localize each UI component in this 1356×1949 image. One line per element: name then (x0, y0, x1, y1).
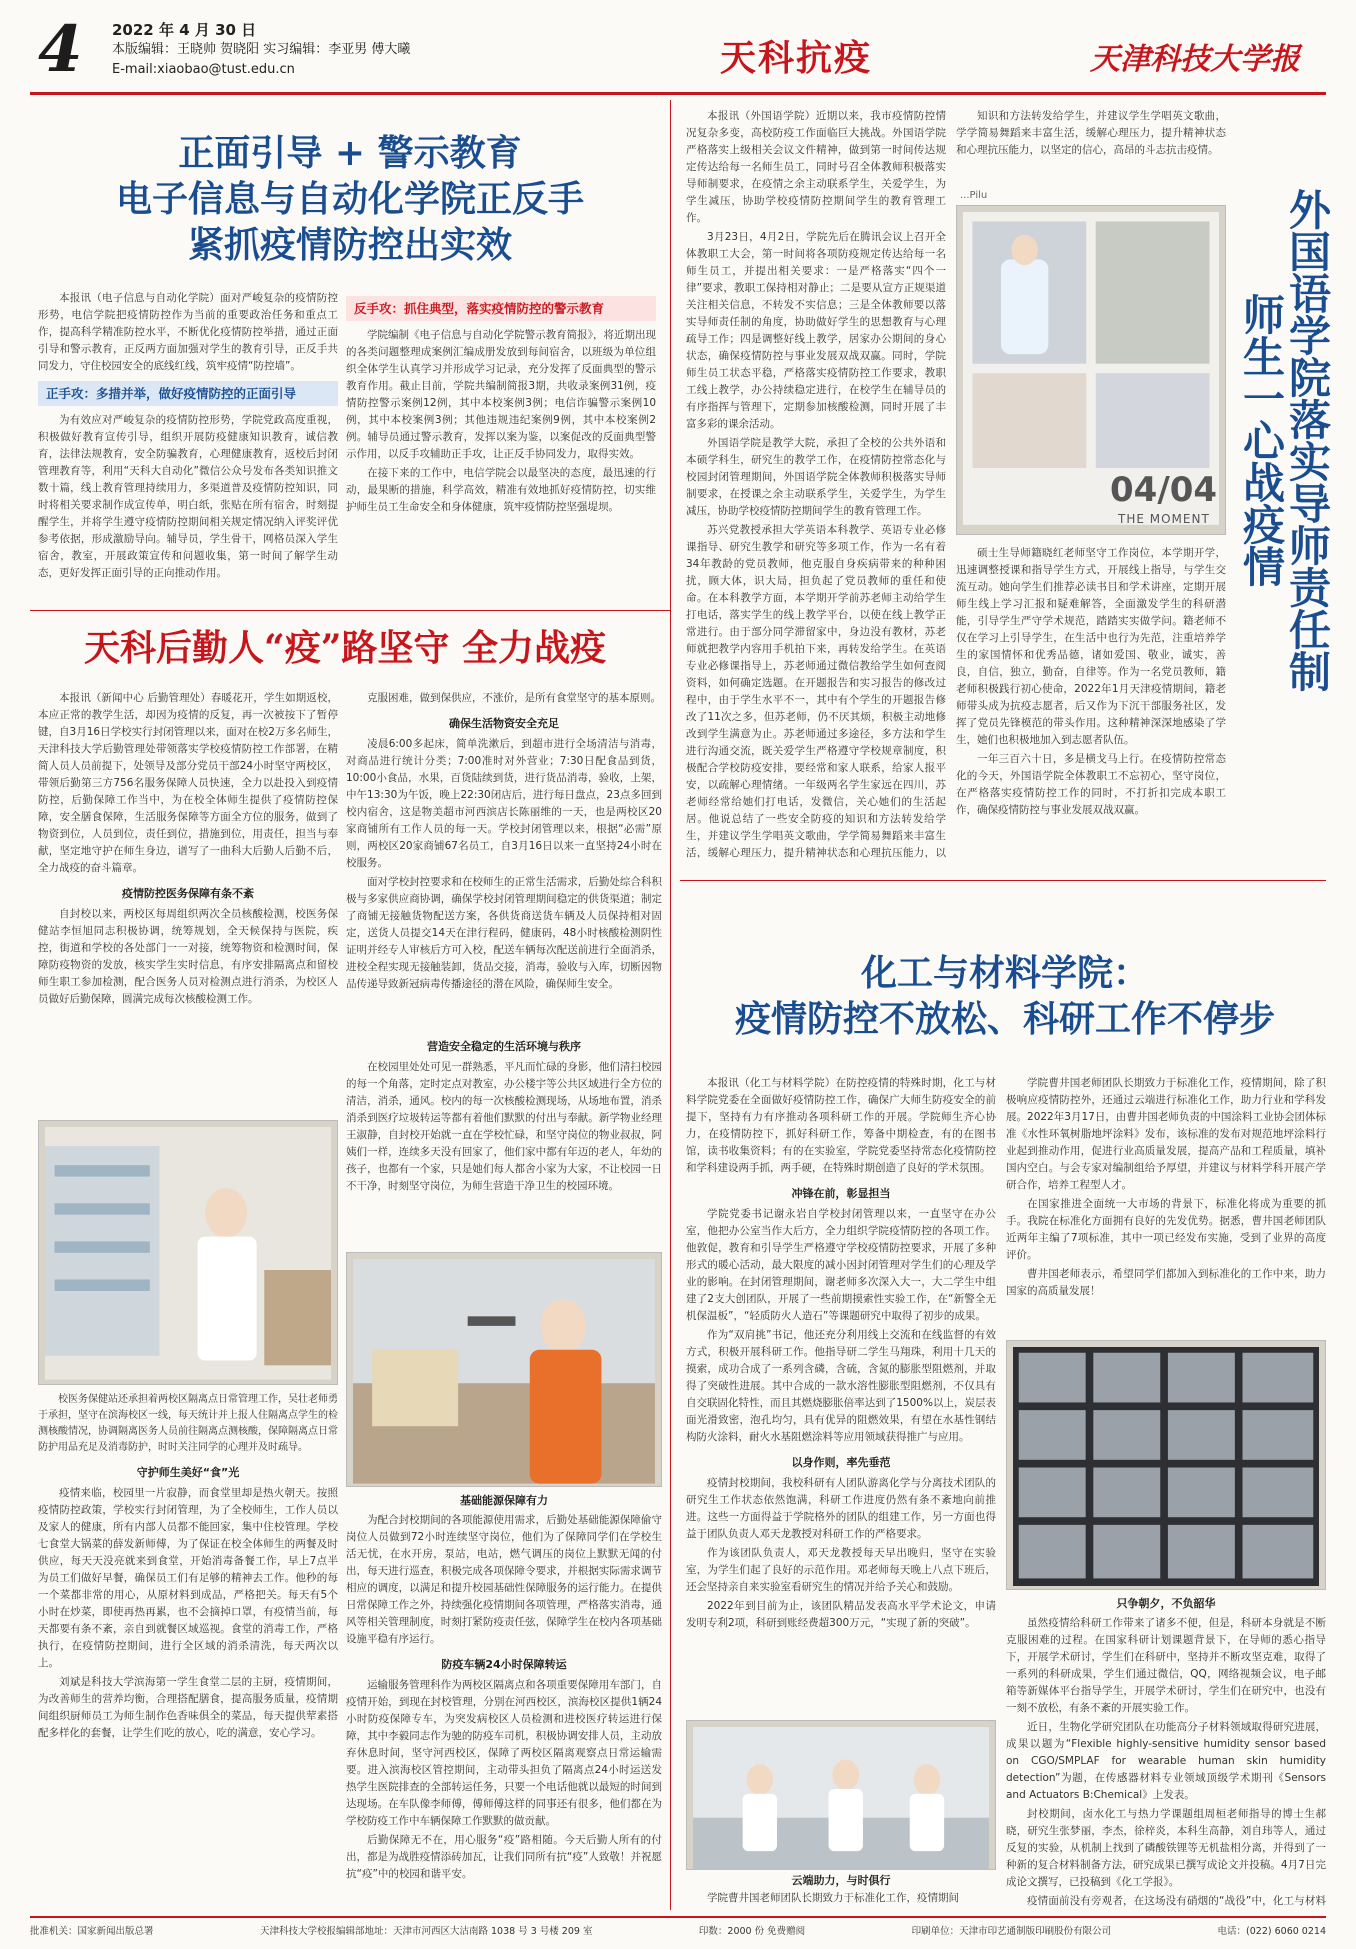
article4-col2b (1006, 1615, 1326, 1910)
article4-body5: 2022年到目前为止，该团队精品发表高水平学术论文，申请发明专利2项，科研到账经费超300万元，“实现了新的突破”。 (686, 1600, 996, 1629)
photo-lab-illustration (693, 1727, 989, 1870)
article3-body1: 3月23日，4月2日，学院先后在腾讯会议上召开全体教职工大会，第一时间将各项防疫规定传达给每一名师生员工，并提出相关要求：一是严格落实“四个一律”要求，教职工保持相对静止；二是要从宣方正规渠道关注相关信息，不转发不实信息；三是全体教师要以落实导师责任制的角度，协助做好学生的思想教育与心理疏导工作；四是调整好线上教学，居家办公期间的身心状态，确保疫情防控与事业发展双战双赢。同时，学院师生员工状态平稳，严格落实疫情防控工作要求，教职工线上教学，办公持续稳定进行，在校学生在辅导员的有序指挥与管理下，定期参加核酸检测，同时开展了丰富多彩的课余活动。 (686, 231, 946, 430)
article3-title: 外国语学院落实导师责任制 师生一心战疫情 (1237, 188, 1332, 692)
photo-moment-label: ...Pilu (960, 190, 988, 201)
photo-worker-caption: 基础能源保障有力 (460, 1494, 548, 1507)
article4-body8: 曹井国老师表示，希望同学们都加入到标准化的工作中来，助力国家的高质量发展！ (1006, 1268, 1326, 1297)
article2-h-d: 营造安全稳定的生活环境与秩序 (427, 1040, 581, 1053)
article2-body-b: 疫情来临，校园里一片寂静，而食堂里却是热火朝天。按照疫情防控政策，学校实行封闭管理，为了全校师生，工作人员以及家人的健康，所有内部人员都不能回家，集中住校管理。学校七食堂大锅菜的薛发新师傅，为了保证在校全体师生的两餐及时供应，每天天没亮就来到食堂，开始消毒备餐工作，早上7点半为员工们做好早餐，确保员工们有足够的精神去工作。他秒的每一个菜都非常的用心，从原材料到成品，严格把关。每天有5个小时在炒菜，即使再热再累，也不会摘掉口罩，有疫情当前，每天都要有条不紊，亲自到就餐区域巡视。食堂的消毒工作，严格执行，在疫情防控期间，进行全区域的消杀清洗，每天两次以上。 (38, 1487, 338, 1669)
article2-col2c (346, 1512, 662, 1907)
photo-lab-caption: 云端助力，与时俱行 (791, 1874, 891, 1887)
photo-worker (346, 1252, 662, 1487)
article1-body2: 学院编制《电子信息与自动化学院警示教育简报》，将近期出现的各类问题整理成案例汇编成册发放到每间宿舍，以班级为单位组织全体学生认真学习并形成学习记录，充分发挥了反面典型的警示教育作用。截止目前，学院共编制简报3期，共收录案例31例，疫情防控警示案例12例，其中本校案例3例；电信诈骗警示案例10例，其中本校案例3例；其他违规违纪案例9例，其中本校案例2例。辅导员通过警示教育，发挥以案为鉴，以案促改的反面典型警示作用，以反手攻辅助正手攻，让正反手协同发力，取得实效。 (346, 329, 656, 460)
article4-title-line: 化工与材料学院： (860, 952, 1149, 994)
footer-approval: 批准机关：国家新闻出版总署 (30, 1926, 154, 1937)
photo-doctor (38, 1120, 338, 1385)
article1-title-line: 正面引导 + 警示教育 (178, 132, 522, 174)
newspaper-brand: 天津科技大学报 (1090, 42, 1300, 77)
article2-body-c: 刘斌是科技大学滨海第一学生食堂二层的主厨，疫情期间，为改善师生的营养均衡，合理搭配膳食，提高服务质量，疫情期间组织厨师员工为师生制作色香味俱全的菜品，每天提供荤素搭配多样化的套餐，让学生们吃的放心，吃的满意，安心学习。 (38, 1676, 338, 1739)
divider (30, 610, 670, 611)
article3-col1 (686, 108, 946, 858)
footer-address: 天津科技大学校报编辑部地址：天津市河西区大沽南路 1038 号 3 号楼 209 室 (259, 1926, 593, 1937)
article4-col1 (686, 1075, 996, 1715)
article1-intro: 本报讯（电子信息与自动化学院）面对严峻复杂的疫情防控形势，电信学院把疫情防控作为当前的重要政治任务和重点工作，提高科学精准防控水平，不断优化疫情防控举措，通过正面引导和警示教育，正反两方面加强对学生的教育引导，正反手共同发力，守住校园安全的底线红线，筑牢疫情“防控墙”。 (38, 292, 338, 372)
article4-body7: 在国家推进全面统一大市场的背景下，标准化将成为重要的抓手。我院在标准化方面拥有良好的先发优势。据悉，曹井国老师团队近两年主编了7项标准，其中一项已经发布实施，受到了业界的高度评价。 (1006, 1198, 1326, 1261)
article3-intro: 本报讯（外国语学院）近期以来，我市疫情防控情况复杂多变，高校防疫工作面临巨大挑战。外国语学院严格落实上级相关会议文件精神，做到第一时间传达规定传达给每一名师生员工，同时号召全体教师积极落实导师制要求，在疫情之余主动联系学生，关爱学生，为学生减压，协助学校疫情防控期间学生的教育管理工作。 (686, 110, 946, 224)
article4-h3: 只争朝夕，不负韶华 (1116, 1597, 1216, 1610)
article1-body3: 在接下来的工作中，电信学院会以最坚决的态度，最迅速的行动，最果断的措施，科学高效，精准有效地抓好疫情防控，切实维护师生员工生命安全和身体健康，筑牢疫情防控坚强堤坝。 (346, 467, 656, 513)
article1-col2 (346, 290, 656, 600)
issue-date: 2022 年 4 月 30 日 (112, 21, 257, 39)
article3-body4: 硕士生导师籍晓红老师坚守工作岗位，本学期开学，迅速调整授课和指导学生方式，开展线上指导，与学生交流互动。她向学生们推荐必读书目和学术讲座，定期开展师生线上学习汇报和疑难解答，全面激发学生的科研潜能，引导学生严守学术规范，踏踏实实做学问。籍老师不仅在学习上引导学生，在生活中也行为先范，注重培养学生的家国情怀和优秀品德，诸如爱国、敬业，诚实，善良，自信，独立，勤奋，自律等。作为一名党员教师，籍老师积极践行初心使命，2022年1月天津疫情期间，籍老师带头成为抗疫志愿者，后又作为下沉干部服务社区，发挥了党员先锋模范的带头作用。这种精神深深地感染了学生，她们也积极地加入到志愿者队伍。 (956, 547, 1226, 746)
article2-h-a: 疫情防控医务保障有条不紊 (122, 887, 254, 900)
divider (680, 880, 1326, 881)
footer-phone: 电话：(022) 6060 0214 (1217, 1926, 1326, 1937)
article1-title-line: 电子信息与自动化学院正反手 (115, 178, 584, 220)
article2-body-f: 在校园里处处可见一群熟悉，平凡而忙碌的身影，他们清扫校园的每一个角落，定时定点对教室，办公楼宇等公共区域进行全方位的清洁，消杀，通风。校内的每一次核酸检测现场，从场地布置，消杀消杀到医疗垃圾转运等都有着他们默默的付出与奉献。新学物业经理王淑静，自封校开始就一直在学校忙碌，和坚守岗位的物业叔叔，阿姨们一样，连续多天没有回家了，他们家中都有年迈的老人，年幼的孩子，也都有一个家，只是她们每人都舍小家为大家，不让校园一日不干净，时刻坚守岗位，为师生营造干净卫生的校园环境。 (346, 1061, 662, 1192)
photo-moment-caption: THE MOMENT (1118, 512, 1210, 526)
photo-moment-date: 04/04 (1110, 470, 1218, 510)
article4-body2: 作为“双肩挑”书记，他还充分利用线上交流和在线监督的有效方式，积极开展科研工作。他指导研二学生马翔珠，利用十几天的摸索，成功合成了一系列含磷，含硫，含氮的膨胀型阻燃剂，并取得了突破性进展。其中合成的一款水溶性膨胀型阻燃剂，不仅具有自交联固化特性，而且其燃烧膨胀倍率达到了1500%以上，炭层表面光滑致密，泡孔均匀，具有优异的阻燃效果，有望在水基性钢结构防火涂料，耐火水基阻燃涂料等应用领域获得推广与应用。 (686, 1329, 996, 1443)
article4-body10: 近日，生物化学研究团队在功能高分子材料领域取得研究进展，成果以题为“Flexible highly-sensitive humidity sensor based on CGO/SMPLAF for wearable human skin humidity detection”为题，在传感器材料专业领域顶级学术期刊《Sensors and Actuators B:Chemical》上发表。 (1006, 1721, 1326, 1801)
column-divider (670, 100, 671, 1910)
article2-body-h: 运输服务管理科作为两校区隔离点和各项重要保障用车部门，自疫情开始，到现在封校管理，分别在河西校区，滨海校区提供1辆24小时防疫保障专车，为突发病校区人员检测和进校医疗转运进行保障，其中李毅同志作为驰的防疫车司机，积极协调安排人员，主动放弃休息时间，坚守河西校区，保障了两校区隔离观察点日常运输需要。进入滨海校区管控期间，主动带头担负了隔离点24小时运送发热学生医院排查的全部转运任务，只要一个电话他就以最短的时间到达现场。在车队像李师傅，傅师傅这样的同事还有很多，他们都在为学校防疫工作中车辆保障工作默默的做贡献。 (346, 1679, 662, 1827)
article4-body6: 学院曹井国老师团队长期致力于标准化工作，疫情期间，除了积极响应疫情防控外，还通过云端进行标准化工作，助力行业和学科发展。2022年3月17日，由曹井国老师负责的中国涂料工业协会团体标准《水性环氧树脂地坪涂料》发布，该标准的发布对规范地坪涂料行业起到推动作用，促进行业高质量发展，提高产品和工程质量，填补国内空白。与会专家对编制组给予厚望，并建议与材料学科开展产学研合作，培养工程型人才。 (1006, 1077, 1326, 1191)
editors: 本版编辑：王晓帅 贺晓阳 实习编辑：李亚男 傅大曦 (112, 42, 411, 57)
photo-doctor-illustration (45, 1127, 331, 1380)
article2-title: 天科后勤人“疫”路坚守 全力战疫 (84, 627, 606, 669)
article4-body12: 疫情面前没有旁观者，在这场没有硝烟的“战役”中，化工与材料 (1027, 1895, 1326, 1907)
article1-title (40, 130, 660, 268)
article4-h1: 冲锋在前，彰显担当 (791, 1187, 891, 1200)
masthead-info (112, 20, 410, 80)
footer-print: 印数：2000 份 免费赠阅 (698, 1926, 806, 1937)
article2-body-a: 自封校以来，两校区每周组织两次全员核酸检测，校医务保健站李恒旭同志积极协调，统筹规划，全天候保持与医院，疾控，街道和学校的各处部门一一对接，统筹物资和检测时间，保障防疫物资的发放，核实学生实时信息，有序安排隔离点和留校师生职工参加检测，配合医务人员对检测点进行消杀，为校区人员做好后勤保障，圆满完成每次核酸检测工作。 (38, 908, 338, 1005)
article1-title-line: 紧抓疫情防控出实效 (187, 224, 512, 266)
page-number: 4 (38, 12, 83, 87)
article2-col2-top: 克服困难，做到保供应，不涨价，是所有食堂坚守的基本原则。 (367, 692, 661, 704)
article4-body11: 封校期间，卤水化工与热力学课题组周桓老师指导的博士生郝晓，研究生张梦丽，李杰，徐梓炎，本科生高静，刘自玮等人，通过反复的实验，从机制上找到了磷酸铁锂等无机盐相分离，并得到了一种新的复合材料制备方法，研究成果已撰写成论文并投稿。4月7日完成论文撰写，已投稿到《化工学报》。 (1006, 1808, 1326, 1888)
article2-body-e: 面对学校封控要求和在校师生的正常生活需求，后勤处综合科积极与多家供应商协调，确保学校封闭管理期间稳定的供货渠道；制定了商铺无接触货物配送方案，各供货商送货车辆及人员保持相对固定，送货人员提交14天在津行程码，健康码，48小时核酸检测阴性证明并经专人审核后方可入校，配送车辆每次配送前进行全面消杀，进校全程实现无接触装卸，货品交接，消毒，验收与入库，切断因物品传递导致新冠病毒传播途径的潜在风险，确保师生安全。 (346, 876, 662, 990)
article3-col2-top (956, 108, 1226, 208)
article2-col1b (38, 1392, 338, 1904)
article4-body1: 学院党委书记谢永岩自学校封闭管理以来，一直坚守在办公室，他把办公室当作大后方，全力组织学院疫情防控的各项工作。他敦促，教育和引导学生严格遵守学校疫情防控要求，开展了多种形式的暖心活动，最大限度的减小因封闭管理对学生们的心理及学业的影响。在封闭管理期间，谢老师多次深入大一，大二学生中组建了2支大创团队，开展了一些前期摸索性实验工作，在“新警全无机保温板”，“轻质防火人造石”等课题研究中取得了初步的成果。 (686, 1208, 996, 1322)
photo-worker-illustration (353, 1259, 655, 1484)
email[interactable]: E-mail:xiaobao@tust.edu.cn (112, 62, 295, 77)
article4-col2 (1006, 1075, 1326, 1335)
footer-printer: 印刷单位：天津市印艺通制版印刷股份有限公司 (911, 1926, 1112, 1937)
article4-title-line: 疫情防控不放松、科研工作不停步 (734, 998, 1275, 1040)
article3-col2 (956, 545, 1226, 870)
article2-h-e: 防疫车辆24小时保障转运 (441, 1658, 567, 1671)
article2-col2 (346, 690, 662, 1025)
photo-video-meeting-illustration (1013, 1347, 1319, 1586)
article4-intro: 本报讯（化工与材料学院）在防控疫情的特殊时期，化工与材料学院党委在全面做好疫情防控工作，确保广大师生防疫安全的前提下，坚持有力有序推动各项科研工作的开展。学院师生齐心协力，在疫情防控下，抓好科研工作，筹备中期检查，有的在图书馆，读书收集资料；有的在实验室，学院党委坚持常态化疫情防控和学科建设两手抓，两手硬，在特殊时期创造了良好的学术氛围。 (686, 1077, 996, 1174)
article4-h2: 以身作则，率先垂范 (791, 1456, 891, 1469)
photo-video-meeting (1006, 1340, 1326, 1590)
top-rule (30, 92, 1326, 95)
article3-body2: 外国语学院是教学大院，承担了全校的公共外语和本硕学科生，研究生的教学工作，在疫情防控常态化与校园封闭管理期间，外国语学院全体教师积极落实导师制要求，在授课之余主动联系学生，关爱学生，为学生减压，协助学校疫情防控期间学生的教育管理工作。 (686, 437, 946, 517)
article2-body-g: 为配合封校期间的各项能源使用需求，后勤处基础能源保障偷守岗位人员做到72小时连续坚守岗位，他们为了保障同学们在学校生活无忧，在水开房，泵站，电站，燃气调压的岗位上默默无闻的付出，每天进行巡查，积极完成各项保障令要求，并根据实际需求调节相应的调度，以满足和提升校园基础性保障服务的运行能力。在提供日常保障工作之外，持续强化疫情期间各项管理，严格落实消毒，通风等相关管理制度，时刻打紧防疫责任弦，保障学生在校内各项基础设施平稳有序运行。 (346, 1514, 662, 1645)
article2-body-i: 后勤保障无不在，用心服务“疫”路相随。今天后勤人所有的付出，都是为战胜疫情添砖加瓦，让我们同所有抗“疫”人致敬！并祝愿抗“疫”中的校园和谐平安。 (346, 1834, 662, 1880)
article2-h-c: 确保生活物资安全充足 (449, 717, 559, 730)
article3-body5: 一年三百六十日，多是横戈马上行。在疫情防控常态化的今天，外国语学院全体教职工不忘初心，坚守岗位，在严格落实疫情防控工作的同时，不打折扣完成本职工作，确保疫情防控与事业发展双战双赢。 (956, 753, 1226, 816)
article2-col1 (38, 690, 338, 1115)
footer (30, 1916, 1326, 1940)
article2-h-b: 守护师生美好“食”光 (136, 1466, 240, 1479)
article2-intro: 本报讯（新闻中心 后勤管理处）春暖花开，学生如期返校，本应正常的教学生活，却因为疫情的反复，再一次被按下了暂停键，自3月16日学校实行封闭管理以来，面对在校2万多名师生，天津科技大学后勤管理处带领落实学校疫情防控工作部署，在精简人员人员前提下，处领导及部分党员干部24小时坚守两校区，带领后勤第三方756名服务保障人员快速，全力以赴投入到疫情防控，后勤保障工作当中，为在校全体师生提供了疫情防控保障，安全膳食保障，生活服务保障等方面全方位的服务，做到了物资到位，人员到位，责任到位，措施到位，用责任，担当与奉献，坚定地守护在师生身边，谱写了一曲科大后勤人后勤不后，全力战疫的奋斗篇章。 (38, 692, 338, 874)
article4-body4: 作为该团队负责人，邓天龙教授每天早出晚归，坚守在实验室，为学生们起了良好的示范作用。邓老师每天晚上八点下班后，还会坚持亲自来实验室看研究生的情况并给予关心和鼓励。 (686, 1547, 996, 1593)
article1-col1 (38, 290, 338, 600)
article2-body-d: 凌晨6:00多起床，简单洗漱后，到超市进行全场清洁与消毒，对商品进行统计分类；7:00准时对外营业；7:30日配食品到货，10:00小食品，水果，百货陆续到货，进行货品消毒，验收，上架，中午13:30为午饭，晚上22:30闭店后，进行每日盘点，23点多回到校内宿舍，这是物美超市河西滨店长陈丽维的一天，也是两校区20家商铺所有工作人员的每一天。学校封闭管理以来，根据“必需”原则，两校区20家商铺67名员工，自3月16日以来一直坚持24小时在校服务。 (346, 738, 662, 869)
article4-body9: 虽然疫情给科研工作带来了诸多不便，但是，科研本身就是不断克服困难的过程。在国家科研计划课题背景下，在导师的悉心指导下，开展学术研讨，学生们在科研中，坚持并不断攻坚克难，取得了一系列的科研成果，学生们通过微信，QQ，网络视频会议，电子邮箱等新媒体平台指导学生，开展学术研讨，学生们在研究中，也没有一刻不放松，有条不紊的开展实验工作。 (1006, 1617, 1326, 1714)
article1-sub1: 正手攻：多措并举，做好疫情防控的正面引导 (38, 381, 338, 406)
article3-body3-cont: 知识和方法转发给学生，并建议学生学唱英文歌曲，学学简易舞蹈来丰富生活，缓解心理压力，提升精神状态和心理抗压能力，以坚定的信心，高昂的斗志抗击疫情。 (956, 110, 1226, 156)
article4-body6-start: 学院曹井国老师团队长期致力于标准化工作，疫情期间 (707, 1892, 959, 1904)
article1-body1: 为有效应对严峻复杂的疫情防控形势，学院党政高度重视，积极做好教育宣传引导，组织开展防疫健康知识教育，诚信教育，法律法规教育，安全防骗教育，心理健康教育，返校后封闭管理教育等，利用“天科大自动化”微信公众号发布各类知识推文数十篇，线上教育管理持续用力，多渠道普及疫情防控知识，同时将相关要求制作成宣传单，明白纸，张贴在所有宿舍，时刻提醒学生，并将学生遵守疫情防控期间相关规定情况纳入评奖评优参考依据，形成激励导向。辅导员，学生骨干，网格员深入学生宿舍，教室，开展政策宣传和问题收集，第一时间了解学生动态，更好发挥正面引导的正向推动作用。 (38, 414, 338, 579)
photo-doctor-caption: 校医务保健站还承担着两校区隔离点日常管理工作，吴壮老师勇于承担，坚守在滨海校区一线，每天统计并上报人住隔离点学生的检测核酸情况，协调隔离医务人员前往隔离点测核酸，保障隔离点日常防护用品充足及消毒防护，时时关注同学的心理并及时疏导。 (38, 1394, 338, 1453)
section-title: 天科抗疫 (720, 37, 873, 79)
article4-title (690, 950, 1320, 1042)
article3-body3: 苏兴党教授承担大学英语本科教学、英语专业必修课指导、研究生教学和研究等多项工作，作为一名有着34年教龄的党员教师，他克服自身疾病带来的种种困扰，顾大体，识大局，担负起了党员教师的重任和使命。在本科教学方面，本学期开学前苏老师主动给学生打电话，落实学生的线上教学平台，以使在线上教学正常进行。由于部分同学滞留家中，身边没有教材，苏老师就把教学内容用手机拍下来，再转发给学生。在英语专业必修课指导上，苏老师通过微信教给学生如何查阅资料，如何确定选题。在开题报告和实习报告的修改过程中，由于学生水平不一，其中有个学生的开题报告修改了11次之多，但苏老师，仍不厌其烦，积极主动地修改到学生满意为止。苏老师通过多途径，多方法和学生进行沟通交流，既关爱学生严格遵守学校规章制度，积极配合学校防疫安排，要经常和家人联系，给家人报平安，以疏解心理情绪。一年级两名学生家远在四川，苏老师经常给她们打电话，发微信，关心她们的生活起居。他说总结了一些安全防疫的知识和方法转发给学生，并建议学生学唱英文歌曲，学学简易舞蹈来丰富生活，缓解心理压力，提升精神状态和心理抗压能力，以 (686, 524, 946, 858)
article4-body3: 疫情封校期间，我校科研有人团队游离化学与分离技术团队的研究生工作状态依然饱满，科研工作进度仍然有条不紊地向前推进。这些一方面得益于学院格外的团队的组建工作，另一方面也得益于团队负责人邓天龙教授对科研工作的严格要求。 (686, 1477, 996, 1540)
photo-lab (686, 1720, 996, 1870)
article1-sub2: 反手攻：抓住典型，落实疫情防控的警示教育 (346, 296, 656, 321)
article4-col1-bottom (686, 1890, 996, 1912)
article2-col2b (346, 1030, 662, 1245)
